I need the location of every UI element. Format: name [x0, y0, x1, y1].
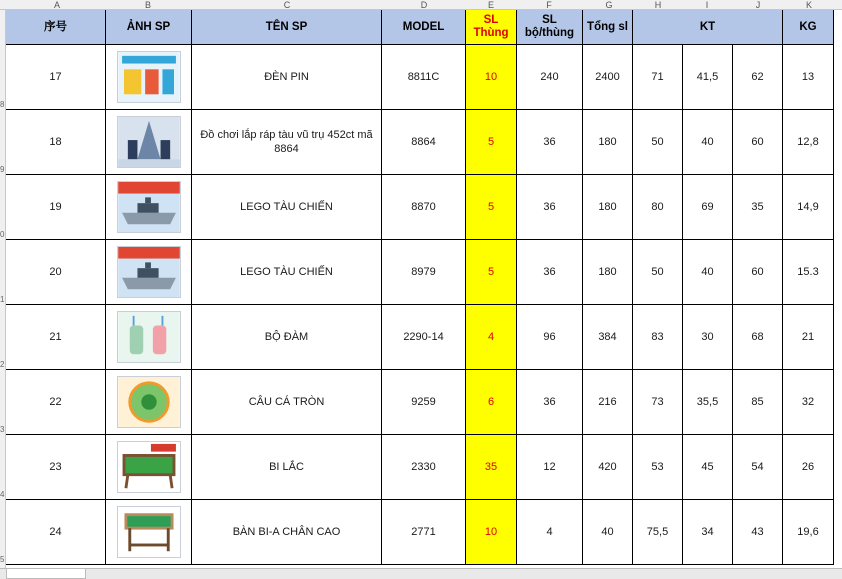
product-thumbnail [117, 311, 181, 363]
column-letter[interactable]: K [805, 0, 812, 10]
cell-sl-thung[interactable]: 5 [466, 110, 517, 175]
cell-stt[interactable]: 23 [6, 435, 106, 500]
cell-sl-bo[interactable]: 4 [517, 500, 583, 565]
cell-stt[interactable]: 22 [6, 370, 106, 435]
cell-stt[interactable]: 24 [6, 500, 106, 565]
cell-model[interactable]: 8979 [382, 240, 466, 305]
row-number[interactable]: 1 [0, 295, 5, 304]
cell-kt3[interactable]: 62 [733, 45, 783, 110]
cell-kg[interactable]: 12,8 [783, 110, 834, 175]
header-sl-bo-line1: SL [542, 14, 557, 26]
cell-model[interactable]: 8870 [382, 175, 466, 240]
column-letter[interactable]: I [705, 0, 709, 10]
cell-image[interactable] [106, 500, 192, 565]
header-sl-bo-line2: bộ/thùng [524, 27, 575, 39]
cell-stt[interactable]: 17 [6, 45, 106, 110]
sheet-tab-bar [0, 568, 842, 579]
cell-name[interactable]: BÀN BI-A CHÂN CAO [192, 500, 382, 565]
column-letter[interactable]: B [144, 0, 151, 10]
cell-sl-thung[interactable]: 5 [466, 175, 517, 240]
cell-sl-thung[interactable]: 5 [466, 240, 517, 305]
column-letter[interactable]: E [487, 0, 494, 10]
cell-kt1[interactable]: 80 [633, 175, 683, 240]
product-thumbnail [117, 376, 181, 428]
cell-kg[interactable]: 19,6 [783, 500, 834, 565]
header-kg[interactable]: KG [783, 10, 834, 45]
cell-kt2[interactable]: 30 [683, 305, 733, 370]
product-thumbnail [117, 506, 181, 558]
cell-sl-bo[interactable]: 36 [517, 175, 583, 240]
cell-kt1[interactable]: 71 [633, 45, 683, 110]
cell-stt[interactable]: 20 [6, 240, 106, 305]
cell-model[interactable]: 9259 [382, 370, 466, 435]
header-image[interactable]: ẢNH SP [106, 10, 192, 45]
cell-kt3[interactable]: 43 [733, 500, 783, 565]
cell-kt3[interactable]: 60 [733, 240, 783, 305]
row-number[interactable]: 9 [0, 165, 5, 174]
cell-sl-bo[interactable]: 240 [517, 45, 583, 110]
header-name[interactable]: TÊN SP [192, 10, 382, 45]
cell-model[interactable]: 2330 [382, 435, 466, 500]
cell-stt[interactable]: 18 [6, 110, 106, 175]
cell-image[interactable] [106, 175, 192, 240]
cell-model[interactable]: 8811C [382, 45, 466, 110]
column-letter[interactable]: C [283, 0, 291, 10]
cell-kg[interactable]: 14,9 [783, 175, 834, 240]
product-thumbnail [117, 181, 181, 233]
cell-tong-sl[interactable]: 180 [583, 175, 633, 240]
cell-kt1[interactable]: 75,5 [633, 500, 683, 565]
cell-name[interactable]: ĐÈN PIN [192, 45, 382, 110]
cell-tong-sl[interactable]: 420 [583, 435, 633, 500]
cell-kt2[interactable]: 34 [683, 500, 733, 565]
cell-sl-bo[interactable]: 12 [517, 435, 583, 500]
cell-kt2[interactable]: 45 [683, 435, 733, 500]
product-thumbnail [117, 116, 181, 168]
cell-stt[interactable]: 19 [6, 175, 106, 240]
cell-name[interactable]: LEGO TÀU CHIẾN [192, 240, 382, 305]
header-sl-thung[interactable] [466, 10, 517, 45]
cell-kt2[interactable]: 69 [683, 175, 733, 240]
sheet-tab[interactable] [6, 569, 86, 579]
column-letter-bar [0, 0, 842, 10]
cell-name[interactable]: Đồ chơi lắp ráp tàu vũ trụ 452ct mã 8864 [192, 110, 382, 175]
header-kt[interactable]: KT [633, 10, 783, 45]
cell-sl-thung[interactable]: 6 [466, 370, 517, 435]
cell-name[interactable]: LEGO TÀU CHIẾN [192, 175, 382, 240]
row-number[interactable]: 3 [0, 425, 5, 434]
cell-kt1[interactable]: 50 [633, 240, 683, 305]
cell-sl-thung[interactable]: 10 [466, 45, 517, 110]
header-sl-bo[interactable] [517, 10, 583, 45]
cell-kg[interactable]: 13 [783, 45, 834, 110]
cell-kt2[interactable]: 40 [683, 110, 733, 175]
cell-kt1[interactable]: 83 [633, 305, 683, 370]
cell-stt[interactable]: 21 [6, 305, 106, 370]
column-letter[interactable]: J [755, 0, 761, 10]
cell-kt1[interactable]: 53 [633, 435, 683, 500]
cell-kt1[interactable]: 50 [633, 110, 683, 175]
cell-kt3[interactable]: 60 [733, 110, 783, 175]
cell-model[interactable]: 2290-14 [382, 305, 466, 370]
column-letter[interactable]: D [420, 0, 428, 10]
header-tong-sl[interactable]: Tổng sl [583, 10, 633, 45]
header-sl-thung-line2: Thùng [473, 27, 509, 39]
header-stt[interactable]: 序号 [6, 10, 106, 45]
cell-tong-sl[interactable]: 40 [583, 500, 633, 565]
cell-kt3[interactable]: 35 [733, 175, 783, 240]
cell-kt3[interactable]: 85 [733, 370, 783, 435]
cell-tong-sl[interactable]: 216 [583, 370, 633, 435]
row-number[interactable]: 5 [0, 555, 5, 564]
column-letter[interactable]: H [654, 0, 662, 10]
header-model[interactable]: MODEL [382, 10, 466, 45]
cell-sl-bo[interactable]: 36 [517, 370, 583, 435]
column-letter[interactable]: F [546, 0, 552, 10]
product-thumbnail [117, 51, 181, 103]
cell-sl-thung[interactable]: 4 [466, 305, 517, 370]
cell-kg[interactable]: 32 [783, 370, 834, 435]
cell-image[interactable] [106, 110, 192, 175]
cell-kt2[interactable]: 35,5 [683, 370, 733, 435]
cell-sl-bo[interactable]: 96 [517, 305, 583, 370]
cell-tong-sl[interactable]: 384 [583, 305, 633, 370]
cell-model[interactable]: 2771 [382, 500, 466, 565]
cell-kt3[interactable]: 54 [733, 435, 783, 500]
cell-model[interactable]: 8864 [382, 110, 466, 175]
product-thumbnail [117, 246, 181, 298]
cell-image[interactable] [106, 45, 192, 110]
column-letter[interactable]: A [53, 0, 60, 10]
cell-image[interactable] [106, 370, 192, 435]
row-number[interactable]: 0 [0, 230, 5, 239]
cell-tong-sl[interactable]: 2400 [583, 45, 633, 110]
column-letter[interactable]: G [605, 0, 613, 10]
cell-kt2[interactable]: 41,5 [683, 45, 733, 110]
row-number[interactable]: 8 [0, 100, 5, 109]
cell-kg[interactable]: 15.3 [783, 240, 834, 305]
cell-kg[interactable]: 21 [783, 305, 834, 370]
cell-kt3[interactable]: 68 [733, 305, 783, 370]
cell-image[interactable] [106, 240, 192, 305]
cell-kt1[interactable]: 73 [633, 370, 683, 435]
cell-sl-thung[interactable]: 35 [466, 435, 517, 500]
cell-image[interactable] [106, 305, 192, 370]
cell-name[interactable]: BI LẮC [192, 435, 382, 500]
cell-name[interactable]: BỘ ĐÀM [192, 305, 382, 370]
row-number[interactable]: 2 [0, 360, 5, 369]
cell-sl-bo[interactable]: 36 [517, 110, 583, 175]
cell-kg[interactable]: 26 [783, 435, 834, 500]
cell-name[interactable]: CÂU CÁ TRÒN [192, 370, 382, 435]
cell-tong-sl[interactable]: 180 [583, 240, 633, 305]
cell-tong-sl[interactable]: 180 [583, 110, 633, 175]
cell-sl-bo[interactable]: 36 [517, 240, 583, 305]
cell-sl-thung[interactable]: 10 [466, 500, 517, 565]
cell-image[interactable] [106, 435, 192, 500]
cell-kt2[interactable]: 40 [683, 240, 733, 305]
product-thumbnail [117, 441, 181, 493]
header-sl-thung-line1: SL [483, 14, 499, 26]
row-number[interactable]: 4 [0, 490, 5, 499]
